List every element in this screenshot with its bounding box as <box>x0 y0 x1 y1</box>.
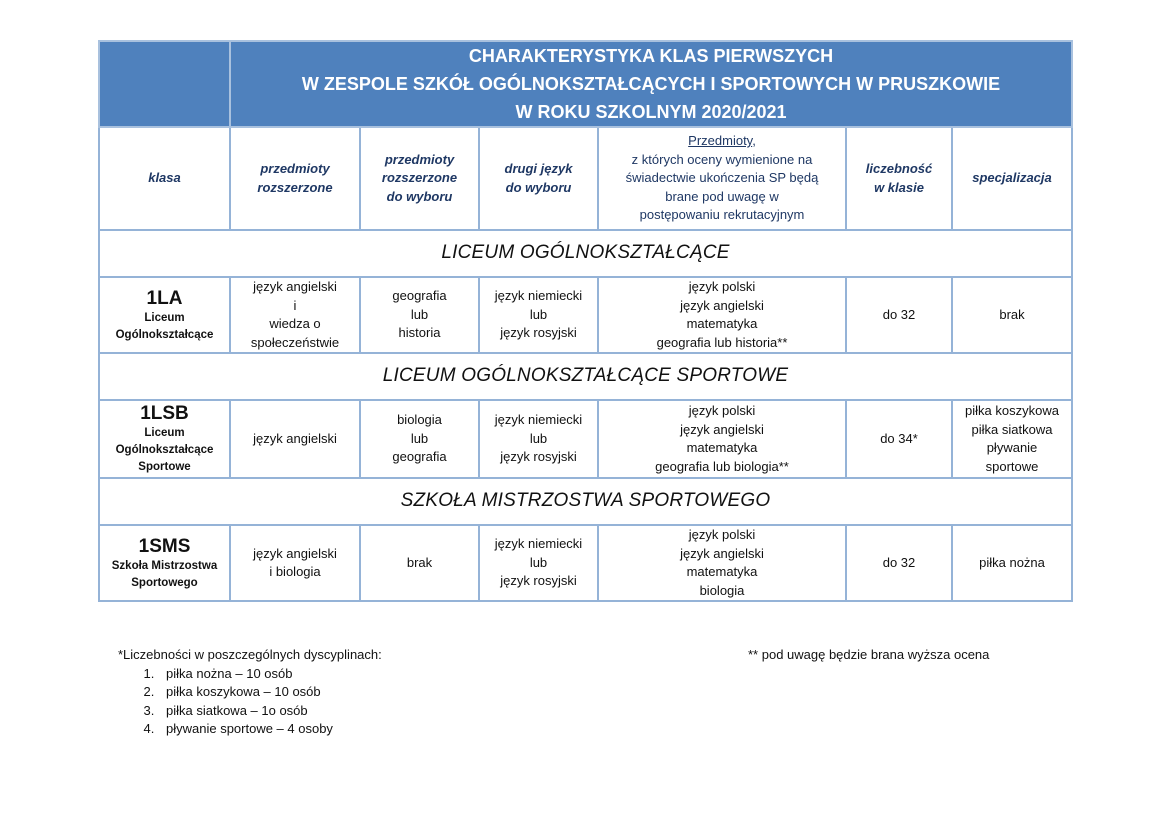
header-text: postępowaniu rekrutacyjnym <box>639 207 805 223</box>
class-name: Liceum <box>144 311 185 324</box>
cell-line: lub <box>410 430 429 446</box>
class-name: Liceum <box>144 427 185 439</box>
title-corner-cell <box>99 41 230 127</box>
specjalizacja-cell <box>952 400 1072 478</box>
footnote-double-star: ** pod uwagę będzie brana wyższa ocena <box>748 647 990 662</box>
cell-line: geografia lub biologia** <box>655 458 789 474</box>
section-title: SZKOŁA MISTRZOSTWA SPORTOWEGO <box>99 478 1072 525</box>
header-text: liczebność <box>865 161 933 176</box>
cell-line: język rosyjski <box>500 449 577 465</box>
liczebnosc-cell: do 32 <box>846 277 952 353</box>
cell-line: geografia <box>392 288 447 304</box>
header-text: drugi język <box>504 161 573 176</box>
cell-line: język niemiecki <box>494 412 583 428</box>
cell-line: język angielski <box>680 421 764 437</box>
header-text: rozszerzone <box>381 170 458 186</box>
cell-line: matematyka <box>686 564 758 579</box>
class-characteristics-table <box>98 40 1073 602</box>
cell-line: język polski <box>688 279 756 294</box>
class-cell <box>99 400 230 478</box>
header-liczebnosc <box>846 127 952 230</box>
cell-line: matematyka <box>686 440 758 455</box>
footnote-item: 2. piłka koszykowa – 10 osób <box>158 683 382 702</box>
cell-line: język niemiecki <box>494 288 583 304</box>
cell-line: język angielski <box>680 297 764 313</box>
cell-line: piłka nożna <box>979 554 1045 570</box>
footnote-item: 4. pływanie sportowe – 4 osoby <box>158 720 382 739</box>
table-row <box>99 277 1072 353</box>
cell-line: historia <box>398 325 441 341</box>
cell-line: geografia <box>392 449 447 465</box>
section-row <box>99 230 1072 277</box>
cell-line: biologia <box>699 582 745 598</box>
class-cell <box>99 525 230 601</box>
drugi-jezyk-cell <box>479 525 598 601</box>
cell-line: wiedza o <box>269 316 321 331</box>
header-comma: , <box>752 133 756 149</box>
table-row <box>99 525 1072 601</box>
header-klasa: klasa <box>99 127 230 230</box>
class-name: Sportowe <box>138 461 191 473</box>
cell-line: język angielski <box>253 430 337 446</box>
header-text: rozszerzone <box>257 179 333 195</box>
cell-line: brak <box>999 306 1025 322</box>
class-name: Ogólnokształcące <box>115 444 214 456</box>
header-text: przedmioty <box>260 161 330 176</box>
section-title: LICEUM OGÓLNOKSZTAŁCĄCE SPORTOWE <box>99 353 1072 400</box>
cell-line: język rosyjski <box>500 573 577 589</box>
cell-line: lub <box>529 554 548 570</box>
footnote-star-list <box>118 665 382 739</box>
footnote-star <box>118 646 382 739</box>
footnote-item: 3. piłka siatkowa – 1o osób <box>158 702 382 721</box>
class-code: 1LA <box>146 287 183 309</box>
header-drugi-jezyk <box>479 127 598 230</box>
cell-line: geografia lub historia** <box>656 334 788 350</box>
cell-line: język polski <box>688 403 756 418</box>
specjalizacja-cell <box>952 277 1072 353</box>
rozszerzone-wybor-cell <box>360 525 479 601</box>
header-underlined: Przedmioty <box>688 133 753 149</box>
column-header-row <box>99 127 1072 230</box>
cell-line: lub <box>529 430 548 446</box>
class-code: 1LSB <box>140 403 189 424</box>
class-name: Sportowego <box>131 576 198 589</box>
specjalizacja-cell <box>952 525 1072 601</box>
header-text: brane pod uwagę w <box>665 188 779 204</box>
table-row <box>99 400 1072 478</box>
cell-line: i <box>293 297 297 313</box>
cell-line: lub <box>410 306 429 322</box>
cell-line: i biologia <box>269 564 321 579</box>
class-name: Szkoła Mistrzostwa <box>111 559 218 572</box>
cell-line: matematyka <box>686 316 758 331</box>
cell-line: język angielski <box>253 545 337 561</box>
przedmioty-cell <box>598 277 846 353</box>
liczebnosc-cell: do 34* <box>846 400 952 478</box>
drugi-jezyk-cell <box>479 400 598 478</box>
header-text: przedmioty <box>384 151 455 167</box>
cell-line: język polski <box>688 527 756 542</box>
header-text: do wyboru <box>386 188 453 204</box>
cell-line: język angielski <box>253 279 337 294</box>
rozszerzone-wybor-cell <box>360 400 479 478</box>
section-row <box>99 353 1072 400</box>
rozszerzone-wybor-cell <box>360 277 479 353</box>
footnote-item: 1. piłka nożna – 10 osób <box>158 665 382 684</box>
class-name: Ogólnokształcące <box>115 328 214 341</box>
header-rozszerzone-wybor <box>360 127 479 230</box>
header-text: z których oceny wymienione na <box>631 151 813 167</box>
liczebnosc-cell: do 32 <box>846 525 952 601</box>
cell-line: społeczeństwie <box>250 334 340 350</box>
rozszerzone-cell <box>230 525 360 601</box>
title-row <box>99 41 1072 127</box>
header-rozszerzone <box>230 127 360 230</box>
cell-line: język angielski <box>680 545 764 561</box>
header-specjalizacja: specjalizacja <box>952 127 1072 230</box>
cell-line: język rosyjski <box>500 325 577 341</box>
header-text <box>602 132 842 151</box>
class-code: 1SMS <box>138 535 191 557</box>
section-title: LICEUM OGÓLNOKSZTAŁCĄCE <box>99 230 1072 277</box>
cell-line: piłka koszykowa <box>965 403 1059 418</box>
rozszerzone-cell <box>230 400 360 478</box>
title-line-3: W ROKU SZKOLNYM 2020/2021 <box>515 102 787 122</box>
header-text: w klasie <box>874 179 924 195</box>
header-przedmioty-rekrutacja <box>598 127 846 230</box>
title-line-2: W ZESPOLE SZKÓŁ OGÓLNOKSZTAŁCĄCYCH I SPORTOWYCH W PRUSZKOWIE <box>301 74 1001 94</box>
title-line-1: CHARAKTERYSTYKA KLAS PIERWSZYCH <box>468 46 834 66</box>
cell-line: brak <box>406 554 433 570</box>
section-row <box>99 478 1072 525</box>
cell-line: piłka siatkowa <box>971 421 1053 437</box>
header-text: do wyboru <box>505 179 572 195</box>
footnote-star-title: *Liczebności w poszczególnych dyscyplinach: <box>118 647 382 662</box>
cell-line: lub <box>529 306 548 322</box>
cell-line: biologia <box>397 412 442 428</box>
drugi-jezyk-cell <box>479 277 598 353</box>
rozszerzone-cell <box>230 277 360 353</box>
przedmioty-cell <box>598 400 846 478</box>
cell-line: język niemiecki <box>494 536 583 552</box>
class-cell <box>99 277 230 353</box>
cell-line: pływanie <box>986 440 1038 455</box>
document-title <box>230 41 1072 127</box>
header-text: świadectwie ukończenia SP będą <box>625 170 819 186</box>
przedmioty-cell <box>598 525 846 601</box>
cell-line: sportowe <box>985 458 1039 474</box>
